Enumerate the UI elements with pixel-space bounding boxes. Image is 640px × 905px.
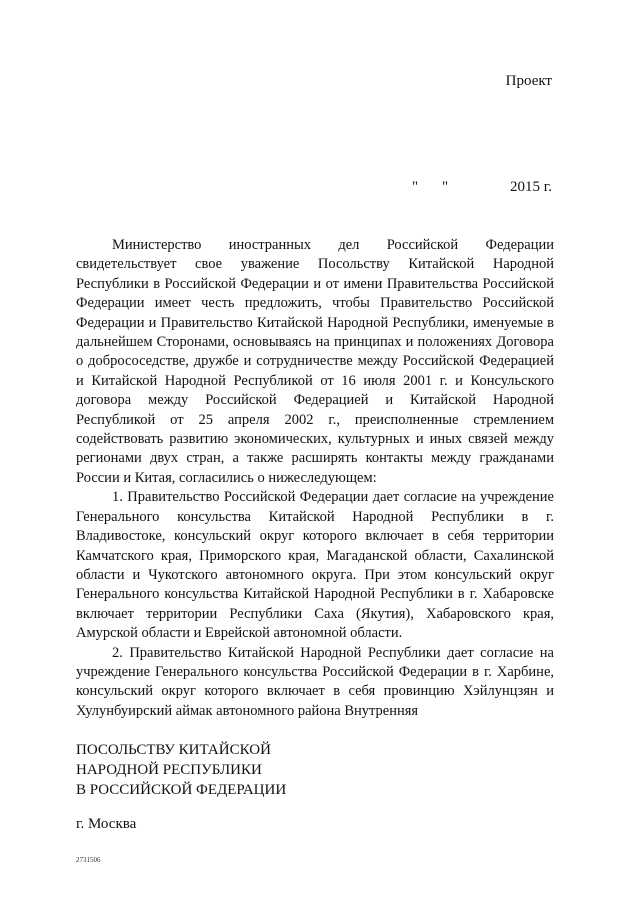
city-label: г. Москва xyxy=(76,816,137,832)
paragraph-intro: Министерство иностранных дел Российской Федерации свидетельствует свое уважение Посольству Китайской Народной Республики в Российской Федерации и от имени Правительства Российской Федерации имеет честь предложить, чтобы Правительство Российской Федерации и Правительство Китайской Народной Республики, именуемые в дальнейшем Сторонами, основываясь на принципах и положениях Договора о добрососедстве, дружбе и сотрудничестве между Российской Федерацией и Китайской Народной Республикой от 16 июля 2001 г. и Консульского договора между Российской Федерацией и Китайской Народной Республикой от 25 апреля 2002 г., преисполненные стремлением содействовать развитию экономических, культурных и иных связей между регионами двух стран, а также расширять контакты между гражданами России и Китая, согласились о нижеследующем: xyxy=(76,237,554,486)
addressee-line: В РОССИЙСКОЙ ФЕДЕРАЦИИ xyxy=(76,782,287,798)
date-open-quote: " xyxy=(412,179,419,195)
date-close-quote: " xyxy=(442,179,449,195)
addressee-line: ПОСОЛЬСТВУ КИТАЙСКОЙ xyxy=(76,742,271,758)
addressee-block xyxy=(76,740,286,800)
date-year: 2015 г. xyxy=(510,179,552,195)
draft-label: Проект xyxy=(505,73,552,89)
addressee-line: НАРОДНОЙ РЕСПУБЛИКИ xyxy=(76,762,262,778)
paragraph-item-2: 2. Правительство Китайской Народной Республики дает согласие на учреждение Генерального консульства Российской Федерации в г. Харбине, консульский округ которого включает в себя провинцию Хэйлунцзян и Хулунбуирский аймак автономного района Внутренняя xyxy=(76,644,554,719)
note-body xyxy=(76,236,554,721)
document-code: 2731506 xyxy=(76,856,101,864)
paragraph-item-1: 1. Правительство Российской Федерации дает согласие на учреждение Генерального консульства Китайской Народной Республики в г. Владивостоке, консульский округ которого включает в себя территории Камчатского края, Приморского края, Магаданской области, Сахалинской области и Чукотского автономного округа. При этом консульский округ Генерального консульства Китайской Народной Республики в г. Хабаровске включает территории Республики Саха (Якутия), Хабаровского края, Амурской области и Еврейской автономной области. xyxy=(76,489,554,642)
